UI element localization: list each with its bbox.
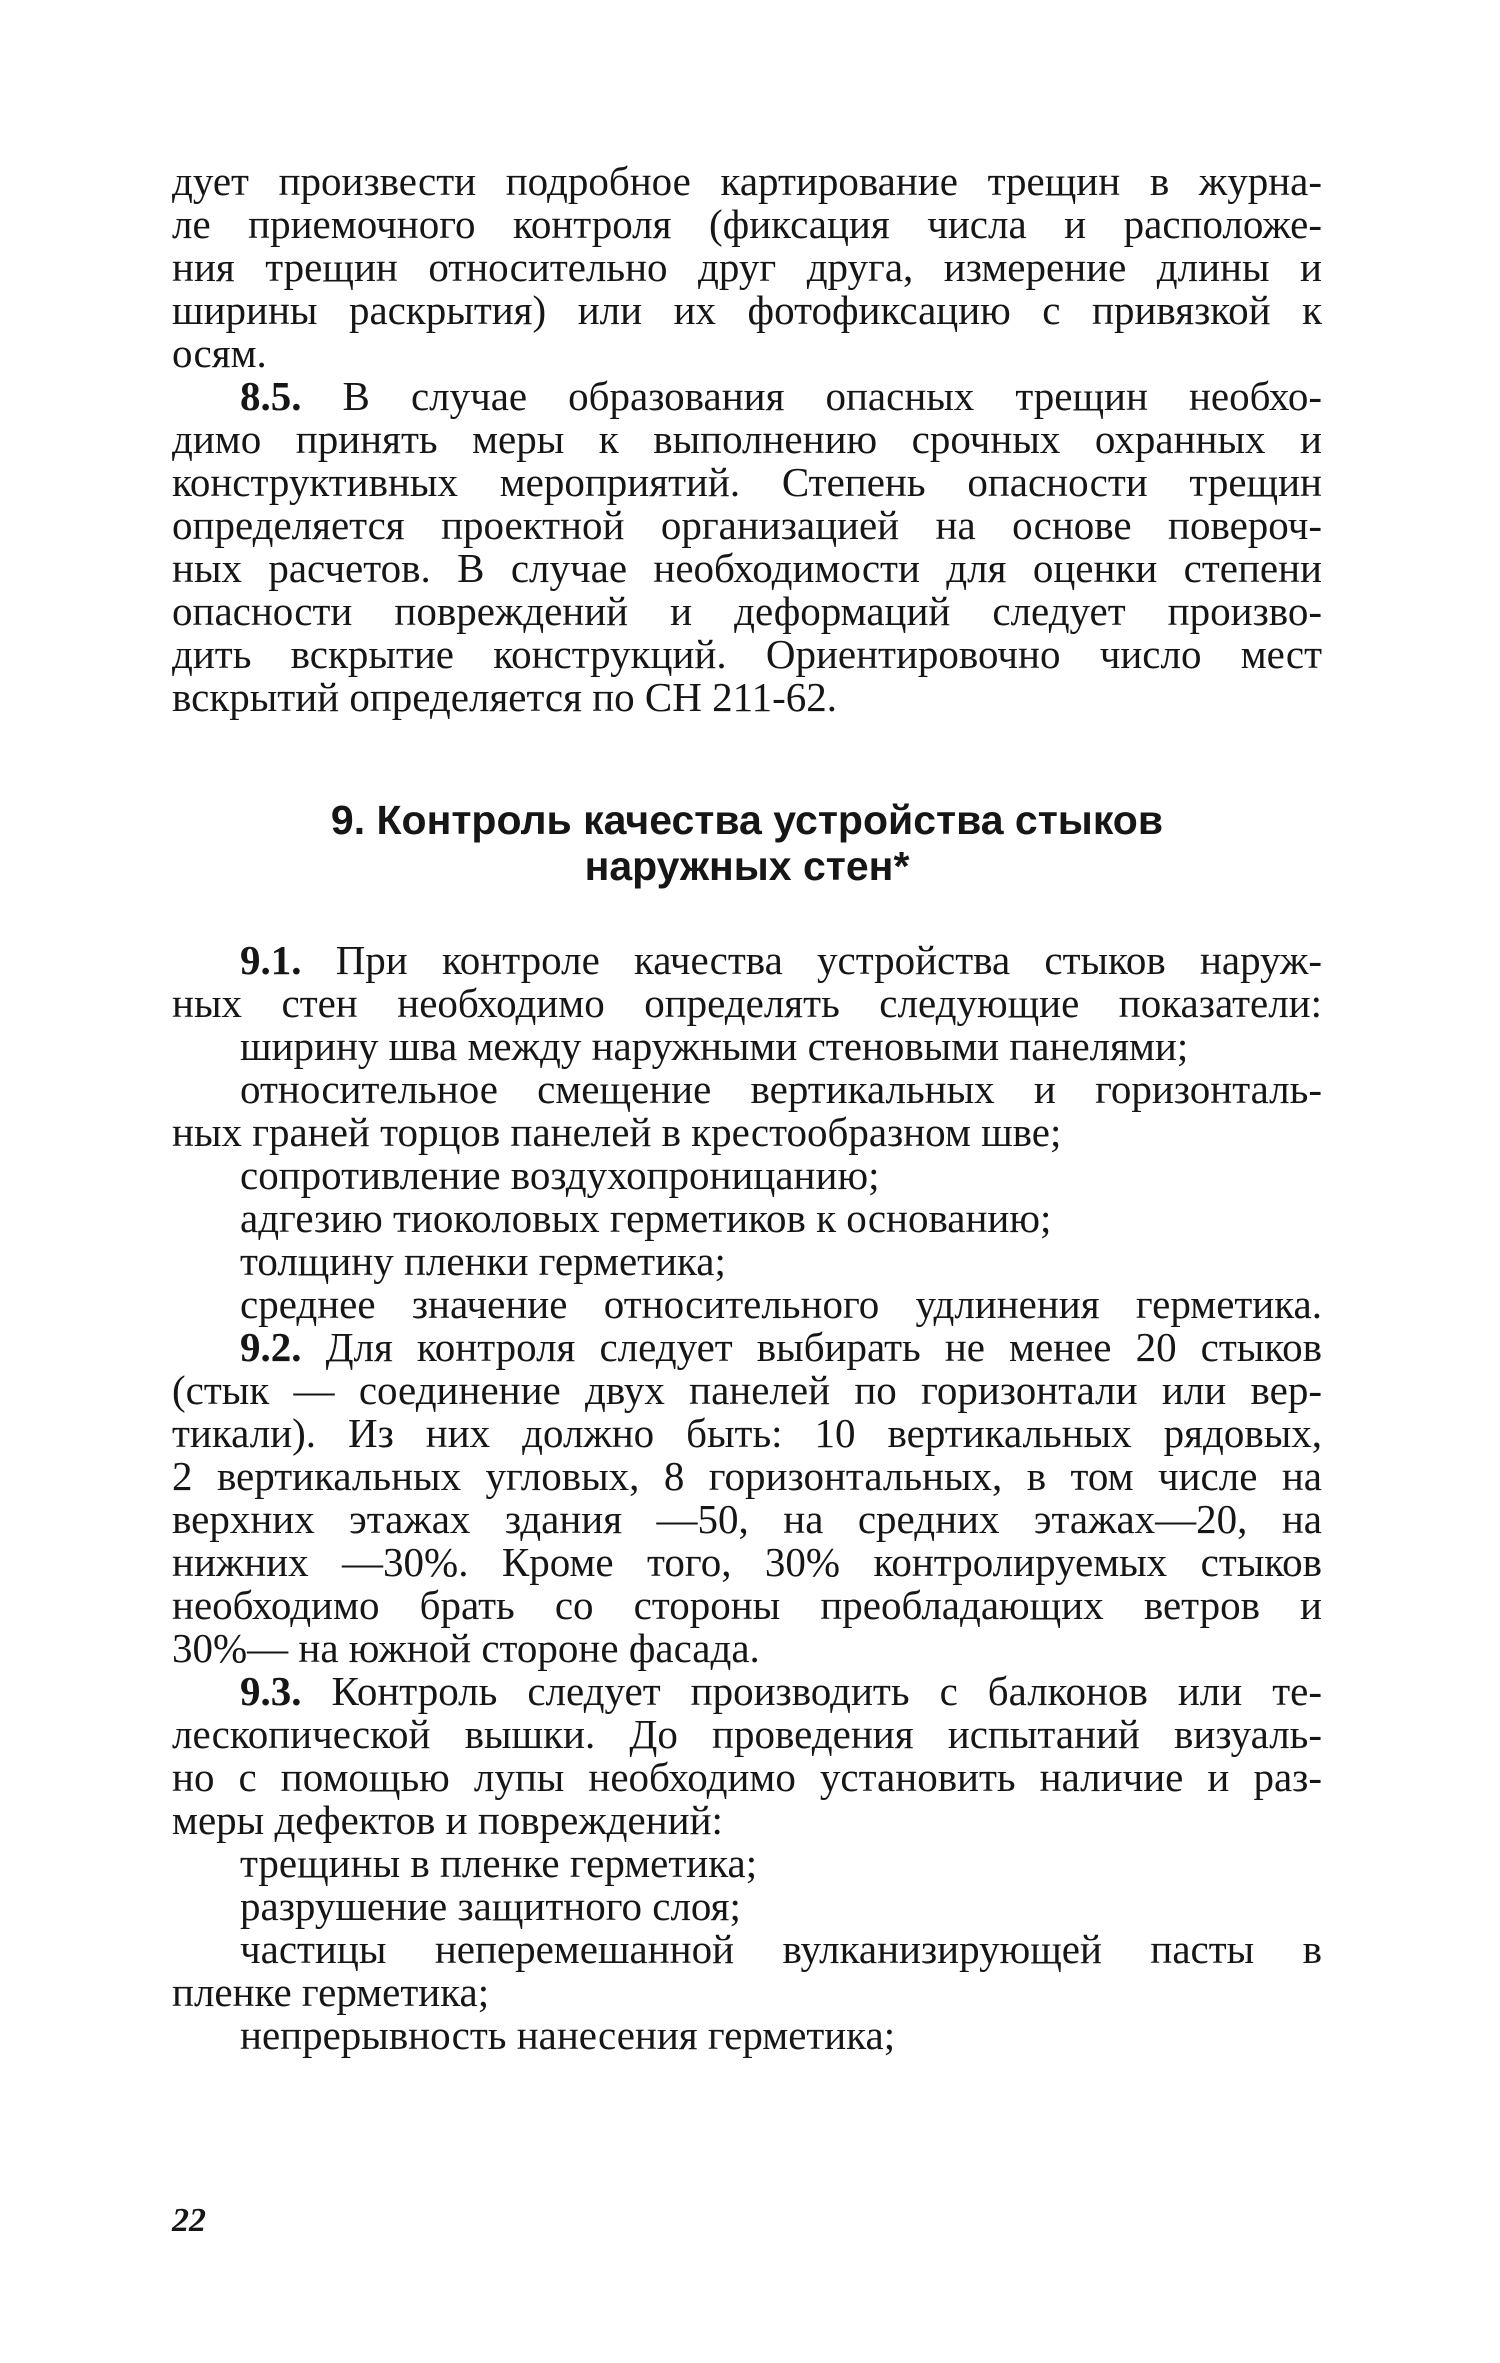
paragraph-number: 9.3. — [240, 1668, 302, 1714]
paragraph-first-line — [172, 1326, 1322, 1369]
text-line: ширины раскрытия) или их фотофиксацию с привязкой к — [172, 287, 1322, 333]
text-line: меры дефектов и повреждений: — [172, 1797, 723, 1843]
text-line: определяется проектной организацией на основе повероч- — [172, 502, 1322, 548]
text-line: вскрытий определяется по СН 211-62. — [172, 674, 838, 720]
text-line: конструктивных мероприятий. Степень опасности трещин — [172, 459, 1322, 505]
text-line: ле приемочного контроля (фиксация числа и расположе- — [172, 201, 1322, 247]
page-number: 22 — [172, 2202, 206, 2239]
paragraph-9-3 — [172, 1670, 1322, 2057]
text-line: необходимо брать со стороны преобладающих ветров и — [172, 1582, 1322, 1628]
list-item: непрерывность нанесения герметика; — [240, 2012, 896, 2058]
text-line: тикали). Из них должно быть: 10 вертикальных рядовых, — [172, 1410, 1322, 1456]
paragraph-number: 8.5. — [240, 373, 302, 419]
text-line: ных расчетов. В случае необходимости для оценки степени — [172, 545, 1322, 591]
list-item: относительное смещение вертикальных и горизонталь- — [240, 1066, 1322, 1112]
text-segment: В случае образования опасных трещин необхо- — [342, 373, 1322, 419]
paragraph-first-line — [172, 939, 1322, 982]
list-item: трещины в пленке герметика; — [240, 1840, 758, 1886]
text-line: 30%— на южной стороне фасада. — [172, 1625, 760, 1671]
text-line: лескопической вышки. До проведения испытаний визуаль- — [172, 1711, 1322, 1757]
text-segment: Контроль следует производить с балконов или те- — [331, 1668, 1322, 1714]
list-item: толщину пленки герметика; — [240, 1238, 726, 1284]
text-line: (стык — соединение двух панелей по горизонтали или вер- — [172, 1367, 1322, 1413]
paragraph-9-2 — [172, 1326, 1322, 1670]
text-line: дует произвести подробное картирование трещин в журна- — [172, 158, 1322, 204]
text-line: димо принять меры к выполнению срочных охранных и — [172, 416, 1322, 462]
list-item: частицы неперемешанной вулканизирующей пасты в — [240, 1926, 1322, 1972]
text-line: дить вскрытие конструкций. Ориентировочно число мест — [172, 631, 1322, 677]
paragraph-first-line — [172, 1670, 1322, 1713]
paragraph-continued — [172, 160, 1322, 375]
list-item: адгезию тиоколовых герметиков к основанию; — [240, 1195, 1052, 1241]
text-line: ных стен необходимо определять следующие показатели: — [172, 980, 1322, 1026]
text-line: но с помощью лупы необходимо установить наличие и раз- — [172, 1754, 1322, 1800]
text-line: верхних этажах здания —50, на средних этажах—20, на — [172, 1496, 1322, 1542]
text-segment: При контроле качества устройства стыков наруж- — [335, 937, 1322, 983]
text-segment: Для контроля следует выбирать не менее 20 стыков — [325, 1324, 1323, 1370]
paragraph-8-5 — [172, 375, 1322, 719]
paragraph-first-line — [172, 375, 1322, 418]
paragraph-number: 9.1. — [240, 937, 302, 983]
list-item: ширину шва между наружными стеновыми панелями; — [240, 1023, 1189, 1069]
list-item: разрушение защитного слоя; — [240, 1883, 741, 1929]
list-item: среднее значение относительного удлинения герметика. — [240, 1281, 1322, 1327]
text-line: нижних —30%. Кроме того, 30% контролируемых стыков — [172, 1539, 1322, 1585]
text-line: 2 вертикальных угловых, 8 горизонтальных, в том числе на — [172, 1453, 1322, 1499]
list-item-continued: пленке герметика; — [172, 1969, 490, 2015]
section-heading — [172, 797, 1322, 889]
text-line: опасности повреждений и деформаций следует произво- — [172, 588, 1322, 634]
heading-line: 9. Контроль качества устройства стыков — [330, 797, 1164, 843]
list-item: сопротивление воздухопроницанию; — [240, 1152, 880, 1198]
page-body — [172, 160, 1322, 2057]
paragraph-9-1 — [172, 939, 1322, 1326]
text-line: ния трещин относительно друг друга, измерение длины и — [172, 244, 1322, 290]
paragraph-number: 9.2. — [240, 1324, 302, 1370]
text-line: осям. — [172, 330, 267, 376]
heading-line: наружных стен* — [584, 843, 910, 889]
list-item-continued: ных граней торцов панелей в крестообразном шве; — [172, 1109, 1062, 1155]
